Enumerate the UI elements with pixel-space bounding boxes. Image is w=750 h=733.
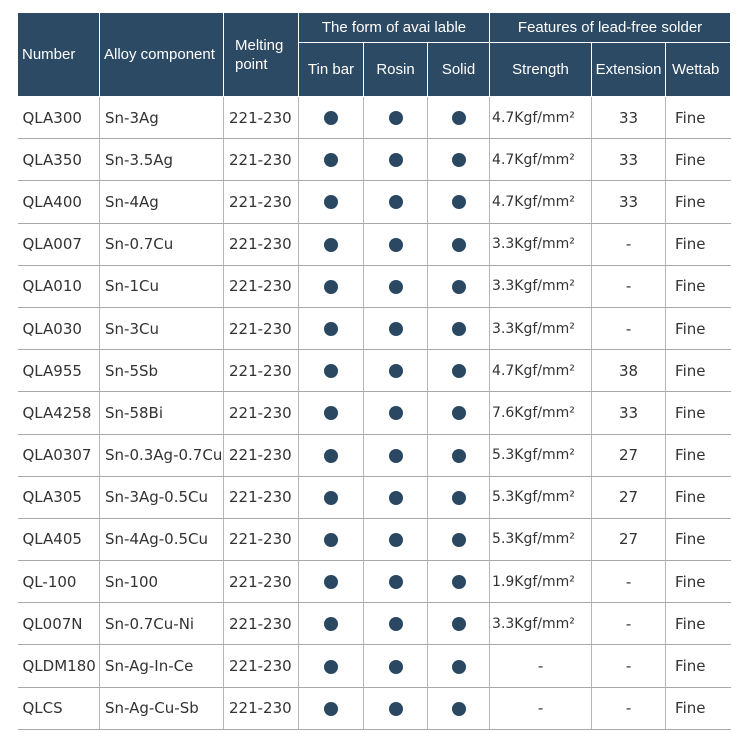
availability-dot-icon [389,575,403,589]
cell-alloy-component: Sn-0.3Ag-0.7Cu [100,434,224,476]
availability-dot-icon [324,111,338,125]
cell-strength: - [490,687,592,729]
cell-strength: 5.3Kgf/mm² [490,476,592,518]
availability-dot-icon [324,702,338,716]
cell-tin-bar [299,307,364,349]
cell-wettability: Fine [666,518,731,560]
table-row [18,392,731,434]
cell-wettability: Fine [666,223,731,265]
cell-rosin [364,139,428,181]
table-row [18,265,731,307]
cell-melting-point: 221-230 [224,307,299,349]
cell-strength: 1.9Kgf/mm² [490,561,592,603]
availability-dot-icon [324,364,338,378]
cell-extension: 33 [592,139,666,181]
cell-tin-bar [299,518,364,560]
cell-extension: - [592,603,666,645]
cell-alloy-component: Sn-100 [100,561,224,603]
table-header [18,13,731,97]
header-strength: Strength [490,43,592,97]
cell-solid [428,476,490,518]
cell-rosin [364,645,428,687]
cell-extension: - [592,307,666,349]
availability-dot-icon [452,238,466,252]
availability-dot-icon [452,280,466,294]
cell-wettability: Fine [666,603,731,645]
availability-dot-icon [389,702,403,716]
cell-melting-point: 221-230 [224,645,299,687]
cell-strength: 5.3Kgf/mm² [490,518,592,560]
cell-alloy-component: Sn-58Bi [100,392,224,434]
cell-number: QLA350 [18,139,100,181]
cell-tin-bar [299,97,364,139]
table-row [18,350,731,392]
cell-tin-bar [299,561,364,603]
cell-strength: 4.7Kgf/mm² [490,181,592,223]
cell-strength: 4.7Kgf/mm² [490,97,592,139]
cell-melting-point: 221-230 [224,518,299,560]
cell-tin-bar [299,603,364,645]
availability-dot-icon [452,195,466,209]
availability-dot-icon [452,491,466,505]
cell-tin-bar [299,687,364,729]
cell-solid [428,139,490,181]
cell-melting-point: 221-230 [224,265,299,307]
cell-extension: - [592,645,666,687]
cell-strength: 5.3Kgf/mm² [490,434,592,476]
cell-solid [428,181,490,223]
cell-tin-bar [299,223,364,265]
cell-wettability: Fine [666,307,731,349]
cell-strength: 3.3Kgf/mm² [490,265,592,307]
cell-number: QLA030 [18,307,100,349]
cell-tin-bar [299,350,364,392]
cell-rosin [364,223,428,265]
cell-solid [428,307,490,349]
cell-number: QLA300 [18,97,100,139]
table-row [18,434,731,476]
cell-wettability: Fine [666,687,731,729]
cell-alloy-component: Sn-5Sb [100,350,224,392]
cell-melting-point: 221-230 [224,223,299,265]
cell-wettability: Fine [666,97,731,139]
availability-dot-icon [324,449,338,463]
cell-number: QLCS [18,687,100,729]
cell-number: QL-100 [18,561,100,603]
header-available-form-group: The form of avai lable [299,13,490,43]
availability-dot-icon [324,195,338,209]
table-row [18,645,731,687]
header-features-group: Features of lead-free solder [490,13,731,43]
cell-melting-point: 221-230 [224,392,299,434]
table-row [18,603,731,645]
cell-alloy-component: Sn-Ag-Cu-Sb [100,687,224,729]
availability-dot-icon [389,491,403,505]
cell-tin-bar [299,476,364,518]
cell-number: QLA4258 [18,392,100,434]
cell-wettability: Fine [666,476,731,518]
availability-dot-icon [324,406,338,420]
cell-melting-point: 221-230 [224,561,299,603]
table-row [18,687,731,729]
cell-wettability: Fine [666,181,731,223]
cell-strength: 4.7Kgf/mm² [490,350,592,392]
cell-number: QLA400 [18,181,100,223]
cell-solid [428,687,490,729]
cell-wettability: Fine [666,265,731,307]
cell-alloy-component: Sn-Ag-In-Ce [100,645,224,687]
cell-extension: 33 [592,392,666,434]
cell-extension: - [592,687,666,729]
cell-number: QLA305 [18,476,100,518]
table-row [18,181,731,223]
cell-wettability: Fine [666,561,731,603]
cell-melting-point: 221-230 [224,139,299,181]
cell-strength: 3.3Kgf/mm² [490,223,592,265]
cell-extension: 27 [592,476,666,518]
cell-rosin [364,476,428,518]
availability-dot-icon [324,153,338,167]
cell-rosin [364,518,428,560]
cell-rosin [364,392,428,434]
cell-extension: - [592,223,666,265]
cell-alloy-component: Sn-1Cu [100,265,224,307]
availability-dot-icon [389,364,403,378]
availability-dot-icon [324,575,338,589]
cell-alloy-component: Sn-3Cu [100,307,224,349]
cell-alloy-component: Sn-3Ag-0.5Cu [100,476,224,518]
availability-dot-icon [389,617,403,631]
availability-dot-icon [389,153,403,167]
availability-dot-icon [452,406,466,420]
header-tin-bar: Tin bar [299,43,364,97]
header-alloy-component: Alloy component [100,13,224,97]
availability-dot-icon [324,533,338,547]
cell-solid [428,603,490,645]
cell-melting-point: 221-230 [224,181,299,223]
cell-alloy-component: Sn-4Ag [100,181,224,223]
availability-dot-icon [324,660,338,674]
cell-extension: 38 [592,350,666,392]
table-row [18,223,731,265]
cell-number: QLA007 [18,223,100,265]
cell-extension: - [592,265,666,307]
cell-strength: 7.6Kgf/mm² [490,392,592,434]
availability-dot-icon [452,617,466,631]
cell-number: QL007N [18,603,100,645]
cell-extension: 27 [592,434,666,476]
cell-tin-bar [299,645,364,687]
cell-solid [428,645,490,687]
availability-dot-icon [452,575,466,589]
cell-wettability: Fine [666,434,731,476]
cell-strength: - [490,645,592,687]
cell-wettability: Fine [666,645,731,687]
cell-rosin [364,603,428,645]
availability-dot-icon [389,406,403,420]
cell-tin-bar [299,181,364,223]
availability-dot-icon [324,322,338,336]
availability-dot-icon [389,111,403,125]
cell-solid [428,518,490,560]
cell-solid [428,97,490,139]
availability-dot-icon [389,195,403,209]
header-melting-point: Melting point [224,13,299,97]
table-row [18,518,731,560]
cell-number: QLA955 [18,350,100,392]
availability-dot-icon [452,702,466,716]
availability-dot-icon [452,153,466,167]
header-wettability: Wettab [666,43,731,97]
cell-rosin [364,434,428,476]
availability-dot-icon [452,364,466,378]
availability-dot-icon [452,449,466,463]
cell-melting-point: 221-230 [224,476,299,518]
cell-rosin [364,350,428,392]
cell-number: QLA405 [18,518,100,560]
cell-number: QLA010 [18,265,100,307]
header-number: Number [18,13,100,97]
header-solid: Solid [428,43,490,97]
availability-dot-icon [324,238,338,252]
cell-tin-bar [299,392,364,434]
cell-melting-point: 221-230 [224,97,299,139]
cell-melting-point: 221-230 [224,603,299,645]
cell-strength: 3.3Kgf/mm² [490,307,592,349]
cell-extension: 27 [592,518,666,560]
table-body [18,97,731,730]
availability-dot-icon [452,533,466,547]
cell-tin-bar [299,139,364,181]
table-row [18,307,731,349]
header-rosin: Rosin [364,43,428,97]
solder-spec-table [17,12,731,730]
availability-dot-icon [324,617,338,631]
availability-dot-icon [324,491,338,505]
cell-wettability: Fine [666,139,731,181]
table-row [18,139,731,181]
cell-solid [428,561,490,603]
table-row [18,97,731,139]
cell-rosin [364,687,428,729]
cell-alloy-component: Sn-3.5Ag [100,139,224,181]
cell-solid [428,223,490,265]
cell-number: QLA0307 [18,434,100,476]
cell-strength: 4.7Kgf/mm² [490,139,592,181]
availability-dot-icon [452,111,466,125]
cell-number: QLDM180 [18,645,100,687]
availability-dot-icon [389,533,403,547]
header-extension: Extension [592,43,666,97]
cell-wettability: Fine [666,392,731,434]
cell-alloy-component: Sn-0.7Cu [100,223,224,265]
cell-extension: 33 [592,181,666,223]
cell-extension: 33 [592,97,666,139]
cell-melting-point: 221-230 [224,687,299,729]
availability-dot-icon [389,238,403,252]
cell-melting-point: 221-230 [224,350,299,392]
availability-dot-icon [389,449,403,463]
availability-dot-icon [389,322,403,336]
cell-extension: - [592,561,666,603]
cell-strength: 3.3Kgf/mm² [490,603,592,645]
table-row [18,476,731,518]
cell-tin-bar [299,434,364,476]
cell-alloy-component: Sn-4Ag-0.5Cu [100,518,224,560]
availability-dot-icon [452,660,466,674]
cell-solid [428,392,490,434]
availability-dot-icon [389,280,403,294]
cell-solid [428,265,490,307]
cell-solid [428,434,490,476]
cell-alloy-component: Sn-3Ag [100,97,224,139]
table-row [18,561,731,603]
cell-rosin [364,265,428,307]
cell-rosin [364,561,428,603]
cell-solid [428,350,490,392]
availability-dot-icon [389,660,403,674]
cell-alloy-component: Sn-0.7Cu-Ni [100,603,224,645]
availability-dot-icon [324,280,338,294]
cell-wettability: Fine [666,350,731,392]
cell-rosin [364,97,428,139]
cell-rosin [364,307,428,349]
cell-melting-point: 221-230 [224,434,299,476]
availability-dot-icon [452,322,466,336]
cell-tin-bar [299,265,364,307]
cell-rosin [364,181,428,223]
